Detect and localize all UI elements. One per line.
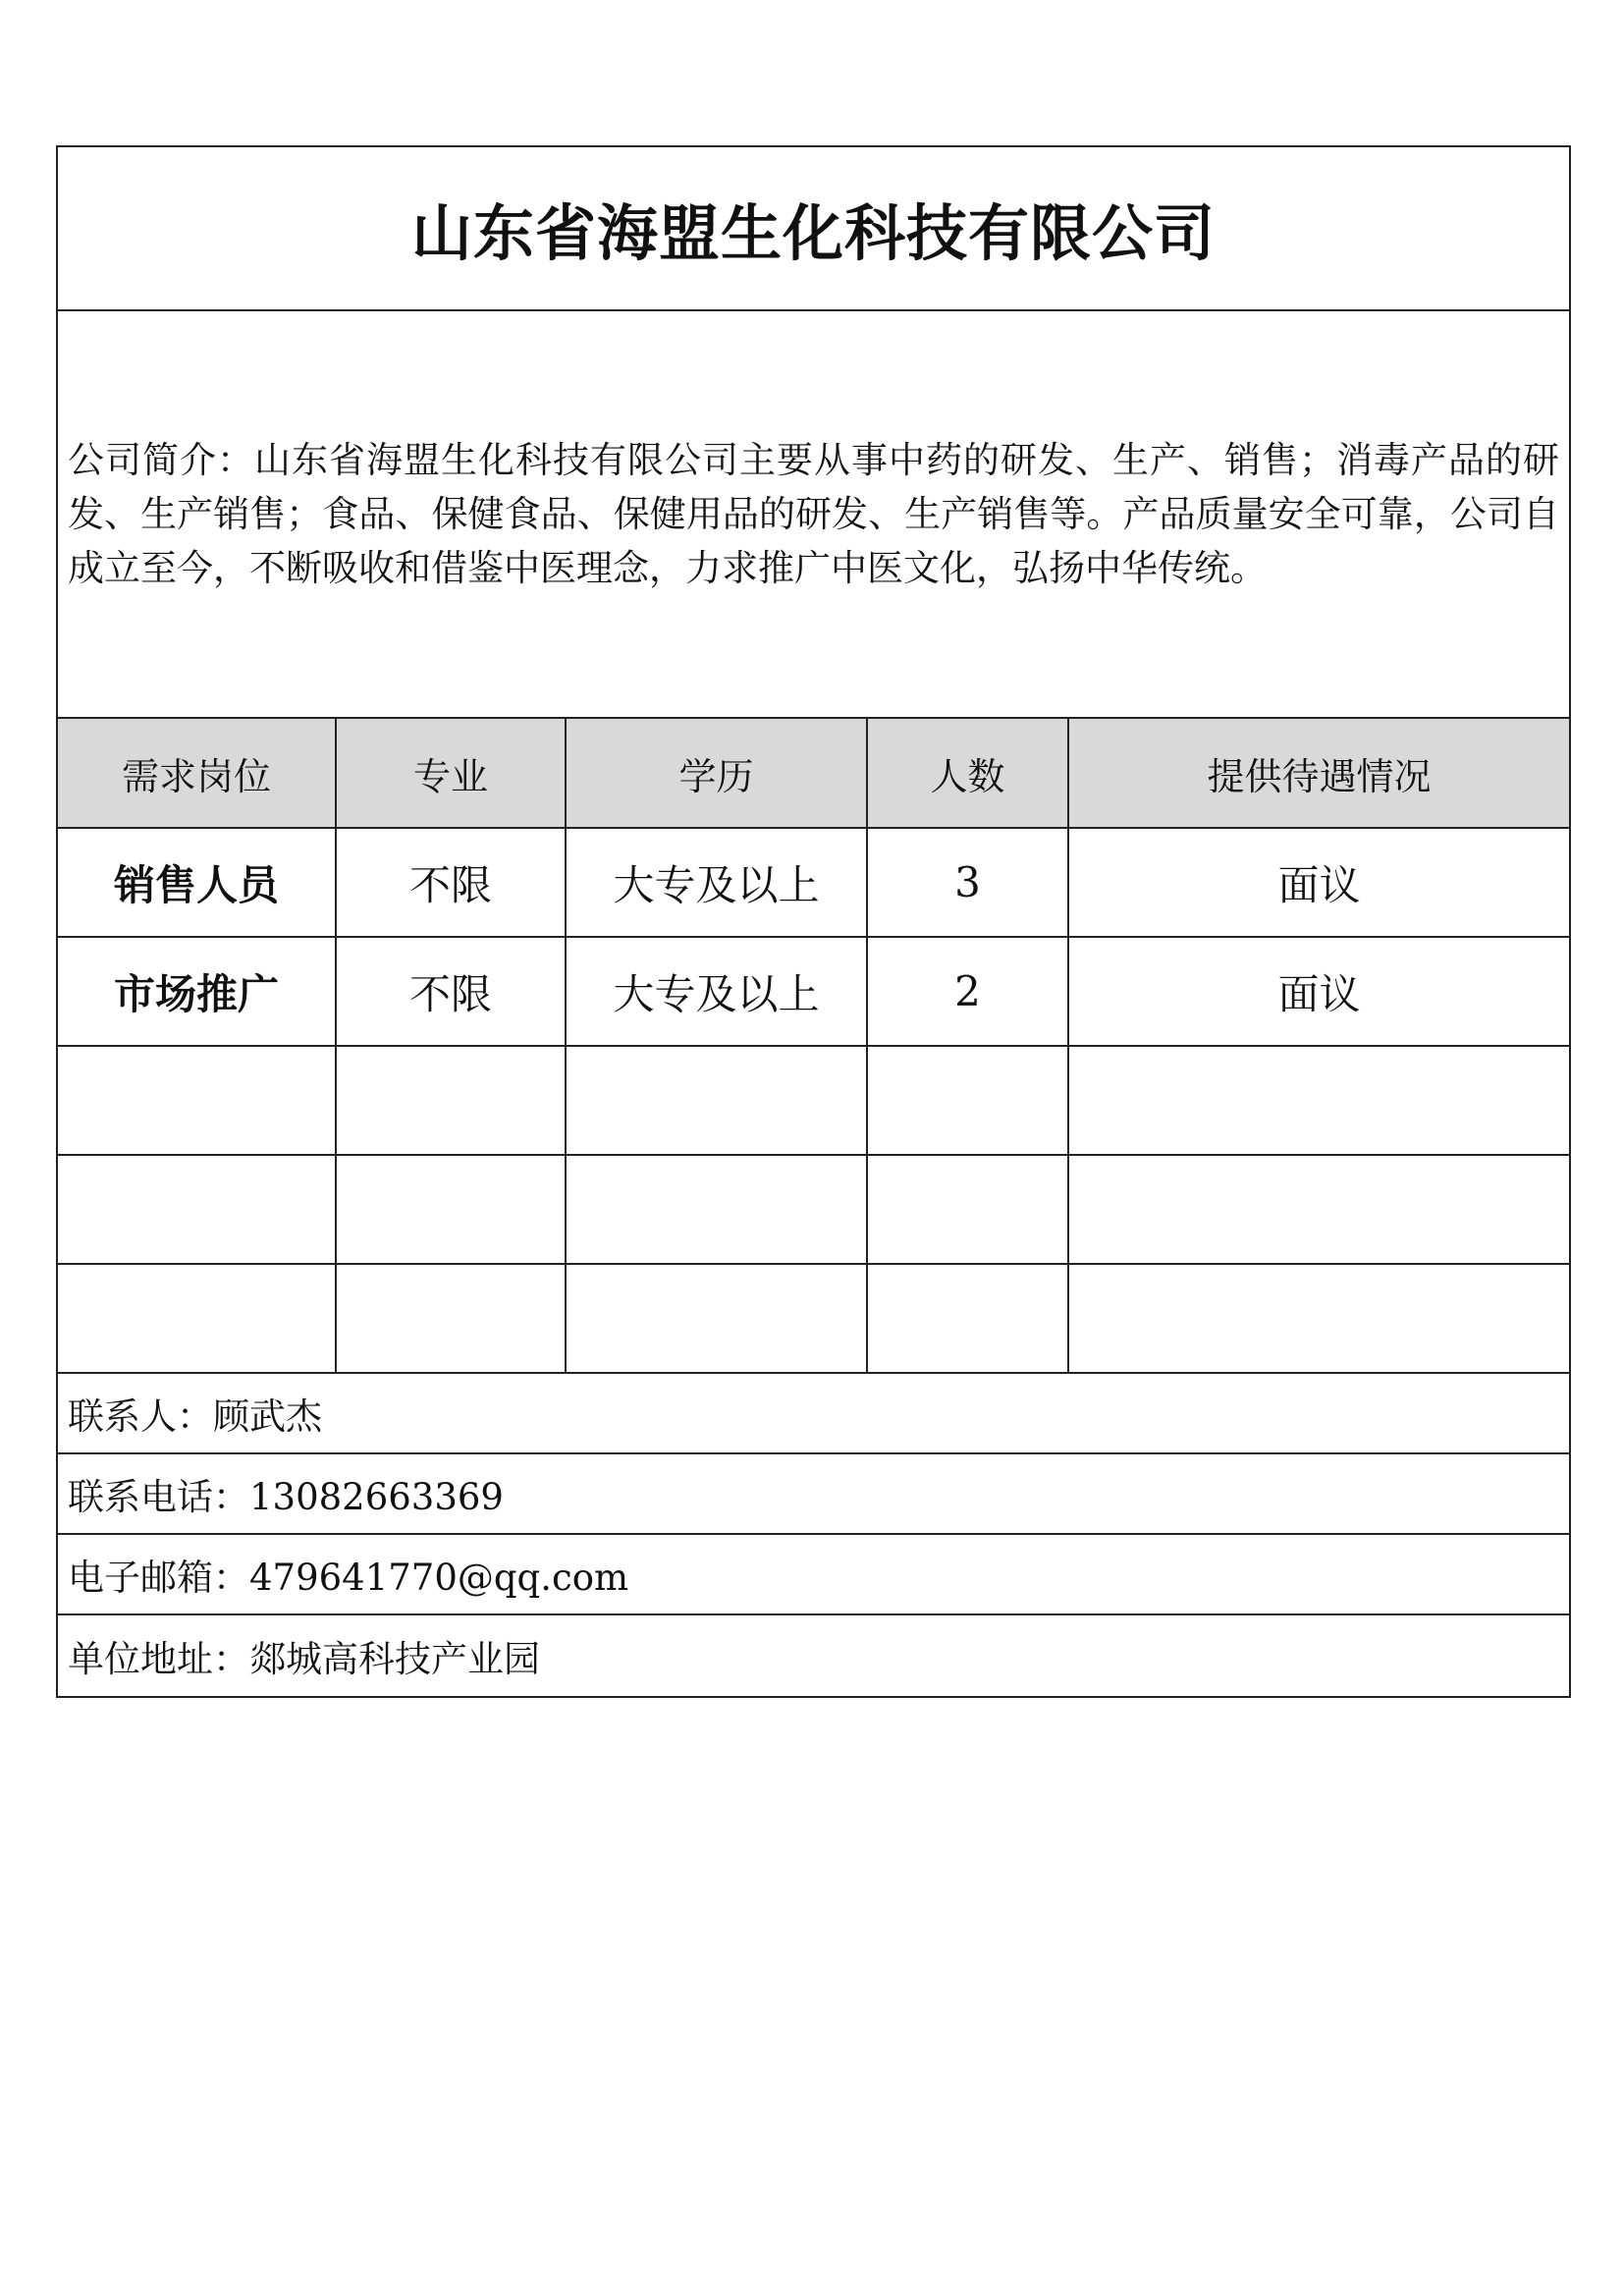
empty-table-row [58,1155,1569,1264]
contact-phone: 联系电话：13082663369 [68,1476,504,1518]
empty-table-row [58,1046,1569,1155]
empty-cell [1068,1046,1569,1155]
contact-person-row [58,1374,1569,1454]
company-intro: 公司简介：山东省海盟生化科技有限公司主要从事中药的研发、生产、销售；消毒产品的研发、生产销售；食品、保健食品、保健用品的研发、生产销售等。产品质量安全可靠，公司自成立至今，不断吸收和借鉴中医理念，力求推广中医文化，弘扬中华传统。 [68,439,1559,589]
table-row [58,937,1569,1046]
empty-cell [867,1264,1068,1373]
cell-count: 2 [867,937,1068,1046]
company-title: 山东省海盟生化科技有限公司 [410,197,1216,269]
empty-cell [867,1046,1068,1155]
cell-position: 销售人员 [58,828,336,937]
header-major: 专业 [336,719,566,828]
empty-cell [336,1046,566,1155]
empty-cell [566,1155,867,1264]
contact-address: 单位地址：郯城高科技产业园 [68,1638,540,1680]
empty-table-row [58,1264,1569,1373]
cell-education: 大专及以上 [566,937,867,1046]
title-row [58,147,1569,311]
empty-cell [566,1264,867,1373]
empty-cell [58,1046,336,1155]
empty-cell [58,1155,336,1264]
empty-cell [1068,1264,1569,1373]
header-position: 需求岗位 [58,719,336,828]
empty-cell [867,1155,1068,1264]
header-education: 学历 [566,719,867,828]
header-count: 人数 [867,719,1068,828]
empty-cell [566,1046,867,1155]
cell-education: 大专及以上 [566,828,867,937]
table-header-row [58,719,1569,828]
job-table [58,719,1569,1374]
empty-cell [58,1264,336,1373]
contact-phone-row [58,1454,1569,1535]
cell-major: 不限 [336,828,566,937]
cell-benefits: 面议 [1068,937,1569,1046]
contact-person: 联系人：顾武杰 [68,1395,322,1438]
empty-cell [336,1155,566,1264]
intro-row [58,311,1569,719]
empty-cell [1068,1155,1569,1264]
table-row [58,828,1569,937]
contact-email-row [58,1535,1569,1615]
empty-cell [336,1264,566,1373]
contact-address-row [58,1615,1569,1696]
recruitment-sheet [56,145,1571,1698]
cell-major: 不限 [336,937,566,1046]
cell-benefits: 面议 [1068,828,1569,937]
header-benefits: 提供待遇情况 [1068,719,1569,828]
cell-count: 3 [867,828,1068,937]
contact-email: 电子邮箱：479641770@qq.com [68,1557,629,1599]
cell-position: 市场推广 [58,937,336,1046]
